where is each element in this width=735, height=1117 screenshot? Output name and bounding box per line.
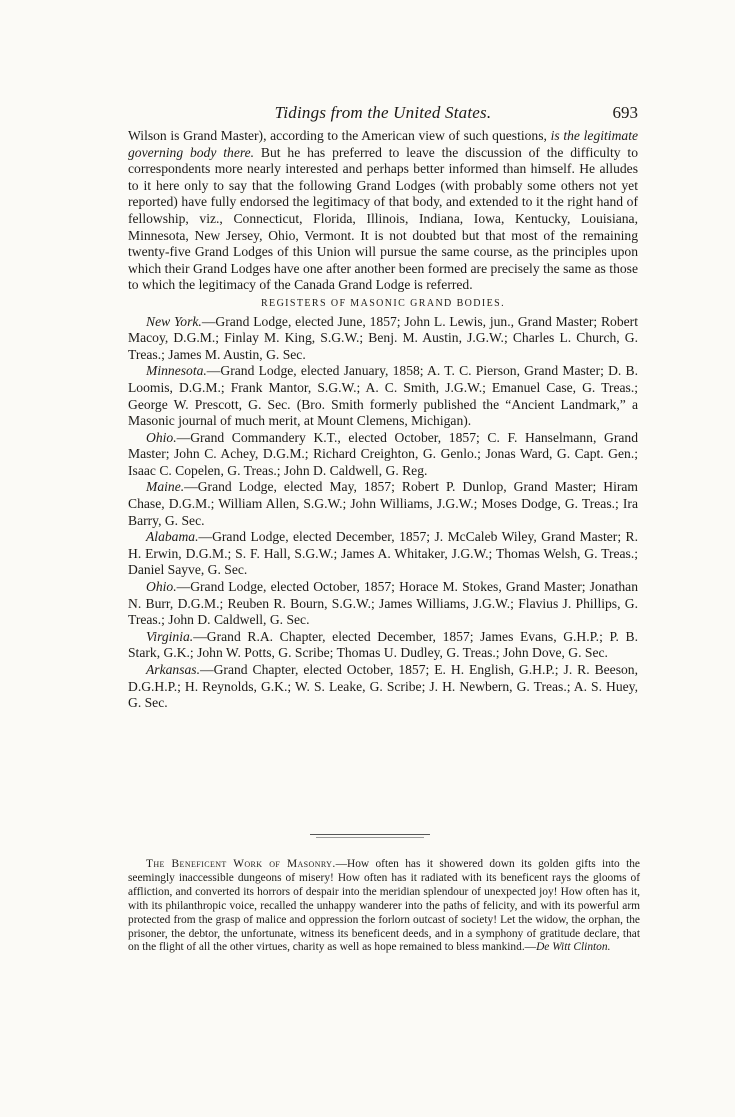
register-place: Virginia.: [146, 628, 194, 644]
register-place: Ohio.: [146, 579, 177, 595]
register-text: —Grand Lodge, elected June, 1857; John L. Lewis, jun., Grand Master; Robert Macoy, D.G.M.; Finlay M. King, S.G.W.; Benj. M. Austin, J.G.W.; Charles L. Church, G. Treas.; James M. Austin, G. Sec.: [128, 313, 638, 362]
footnote-text: —How often has it showered down its golden gifts into the seemingly inaccessible dungeons of misery! How often has it radiated with its beneficent rays the glooms of affliction, and converted its horrors of despair into the meridian splendour of unexpected joy! How often has it, with its philanthropic voice, recalled the unhappy wanderer into the paths of felicity, and with its powerful arm protected from the grasp of malice and oppression the forlorn outcast of society! Let the widow, the orphan, the prisoner, the debtor, the unfortunate, witness its beneficent deeds, and in a symphony of gratitude declare, that on the flight of all the other virtues, charity as well as hope remained to bless mankind.—: [128, 858, 640, 954]
register-text: —Grand R.A. Chapter, elected December, 1857; James Evans, G.H.P.; P. B. Stark, G.K.; John W. Potts, G. Scribe; Thomas U. Dudley, G. Treas.; John Dove, G. Sec.: [128, 628, 638, 661]
page-header: [128, 103, 638, 129]
footnote-author: De Witt Clinton.: [536, 941, 611, 954]
article-body: [128, 128, 638, 712]
footnote-heading: The Beneficent Work of Masonry.: [146, 858, 336, 870]
register-entry: [128, 579, 638, 629]
register-place: Minnesota.: [146, 363, 207, 379]
register-text: —Grand Lodge, elected December, 1857; J. McCaleb Wiley, Grand Master; R. H. Erwin, D.G.M.; S. F. Hall, S.G.W.; James A. Whitaker, J.G.W.; Thomas Welsh, G. Treas.; Daniel Sayve, G. Sec.: [128, 529, 638, 578]
running-title: Tidings from the United States.: [274, 103, 492, 122]
register-entry: [128, 629, 638, 662]
intro-text-end: But he has preferred to leave the discussion of the difficulty to correspondents more nearly interested and perhaps better informed than himself. He alludes to it here only to say that the following Grand Lodges (with probably some others not yet reported) have fully endorsed the legitimacy of that body, and extended to it the right hand of fellowship, viz., Connecticut, Florida, Illinois, Indiana, Iowa, Kentucky, Louisiana, Minnesota, New Jersey, Ohio, Vermont. It is not doubted but that most of the remaining twenty-five Grand Lodges of this Union will pursue the same course, as the principles upon which their Grand Lodges have one after another been formed are precisely the same as those to which the legitimacy of the Canada Grand Lodge is referred.: [128, 144, 638, 293]
divider-line: [316, 837, 424, 838]
register-place: Alabama.: [146, 529, 199, 545]
footnote-paragraph: [128, 858, 640, 955]
intro-italic-phrase: is the legitimate governing body there.: [128, 128, 639, 160]
register-place: Arkansas.: [146, 662, 200, 677]
register-entry: [128, 430, 638, 480]
section-divider: [310, 834, 430, 838]
register-text: —Grand Lodge, elected October, 1857; Horace M. Stokes, Grand Master; Jonathan N. Burr, D.G.M.; Reuben R. Bourn, S.G.W.; James Williams, J.G.W.; Flavius J. Phillips, G. Treas.; John D. Caldwell, G. Sec.: [128, 579, 638, 628]
section-heading: REGISTERS OF MASONIC GRAND BODIES.: [260, 297, 505, 309]
register-place: Ohio.: [146, 429, 177, 445]
register-text: —Grand Chapter, elected October, 1857; E. H. English, G.H.P.; J. R. Beeson, D.G.H.P.; H. Reynolds, G.K.; W. S. Leake, G. Scribe; J. H. Newbern, G. Treas.; A. S. Huey, G. Sec.: [128, 662, 638, 711]
register-entry: [128, 479, 638, 529]
intro-paragraph: [128, 128, 638, 294]
register-entry: [128, 662, 638, 712]
footnote-article: [128, 858, 640, 955]
page-number: 693: [612, 103, 638, 122]
register-text: —Grand Lodge, elected May, 1857; Robert P. Dunlop, Grand Master; Hiram Chase, D.G.M.; William Allen, S.G.W.; John Williams, J.G.W.; Moses Dodge, G. Treas.; Ira Barry, G. Sec.: [128, 479, 638, 528]
register-entry: [128, 363, 638, 429]
register-place: Maine.: [146, 479, 185, 495]
divider-line: [310, 834, 430, 835]
register-place: New York.: [146, 313, 202, 329]
register-text: —Grand Lodge, elected January, 1858; A. T. C. Pierson, Grand Master; D. B. Loomis, D.G.M.; Frank Mantor, S.G.W.; A. C. Smith, J.G.W.; Emanuel Case, G. Treas.; George W. Prescott, G. Sec. (Bro. Smith formerly published the “Ancient Landmark,” a Masonic journal of much merit, at Mount Clemens, Michigan).: [128, 363, 638, 429]
register-entry: [128, 314, 638, 364]
intro-text-start: Wilson is Grand Master), according to the American view of such questions,: [128, 128, 551, 143]
register-entry: [128, 529, 638, 579]
register-text: —Grand Commandery K.T., elected October, 1857; C. F. Hanselmann, Grand Master; John C. Achey, D.G.M.; Richard Creighton, G. Genlo.; Jonas Ward, G. Capt. Gen.; Isaac C. Copelen, G. Treas.; John D. Caldwell, G. Reg.: [128, 429, 638, 478]
